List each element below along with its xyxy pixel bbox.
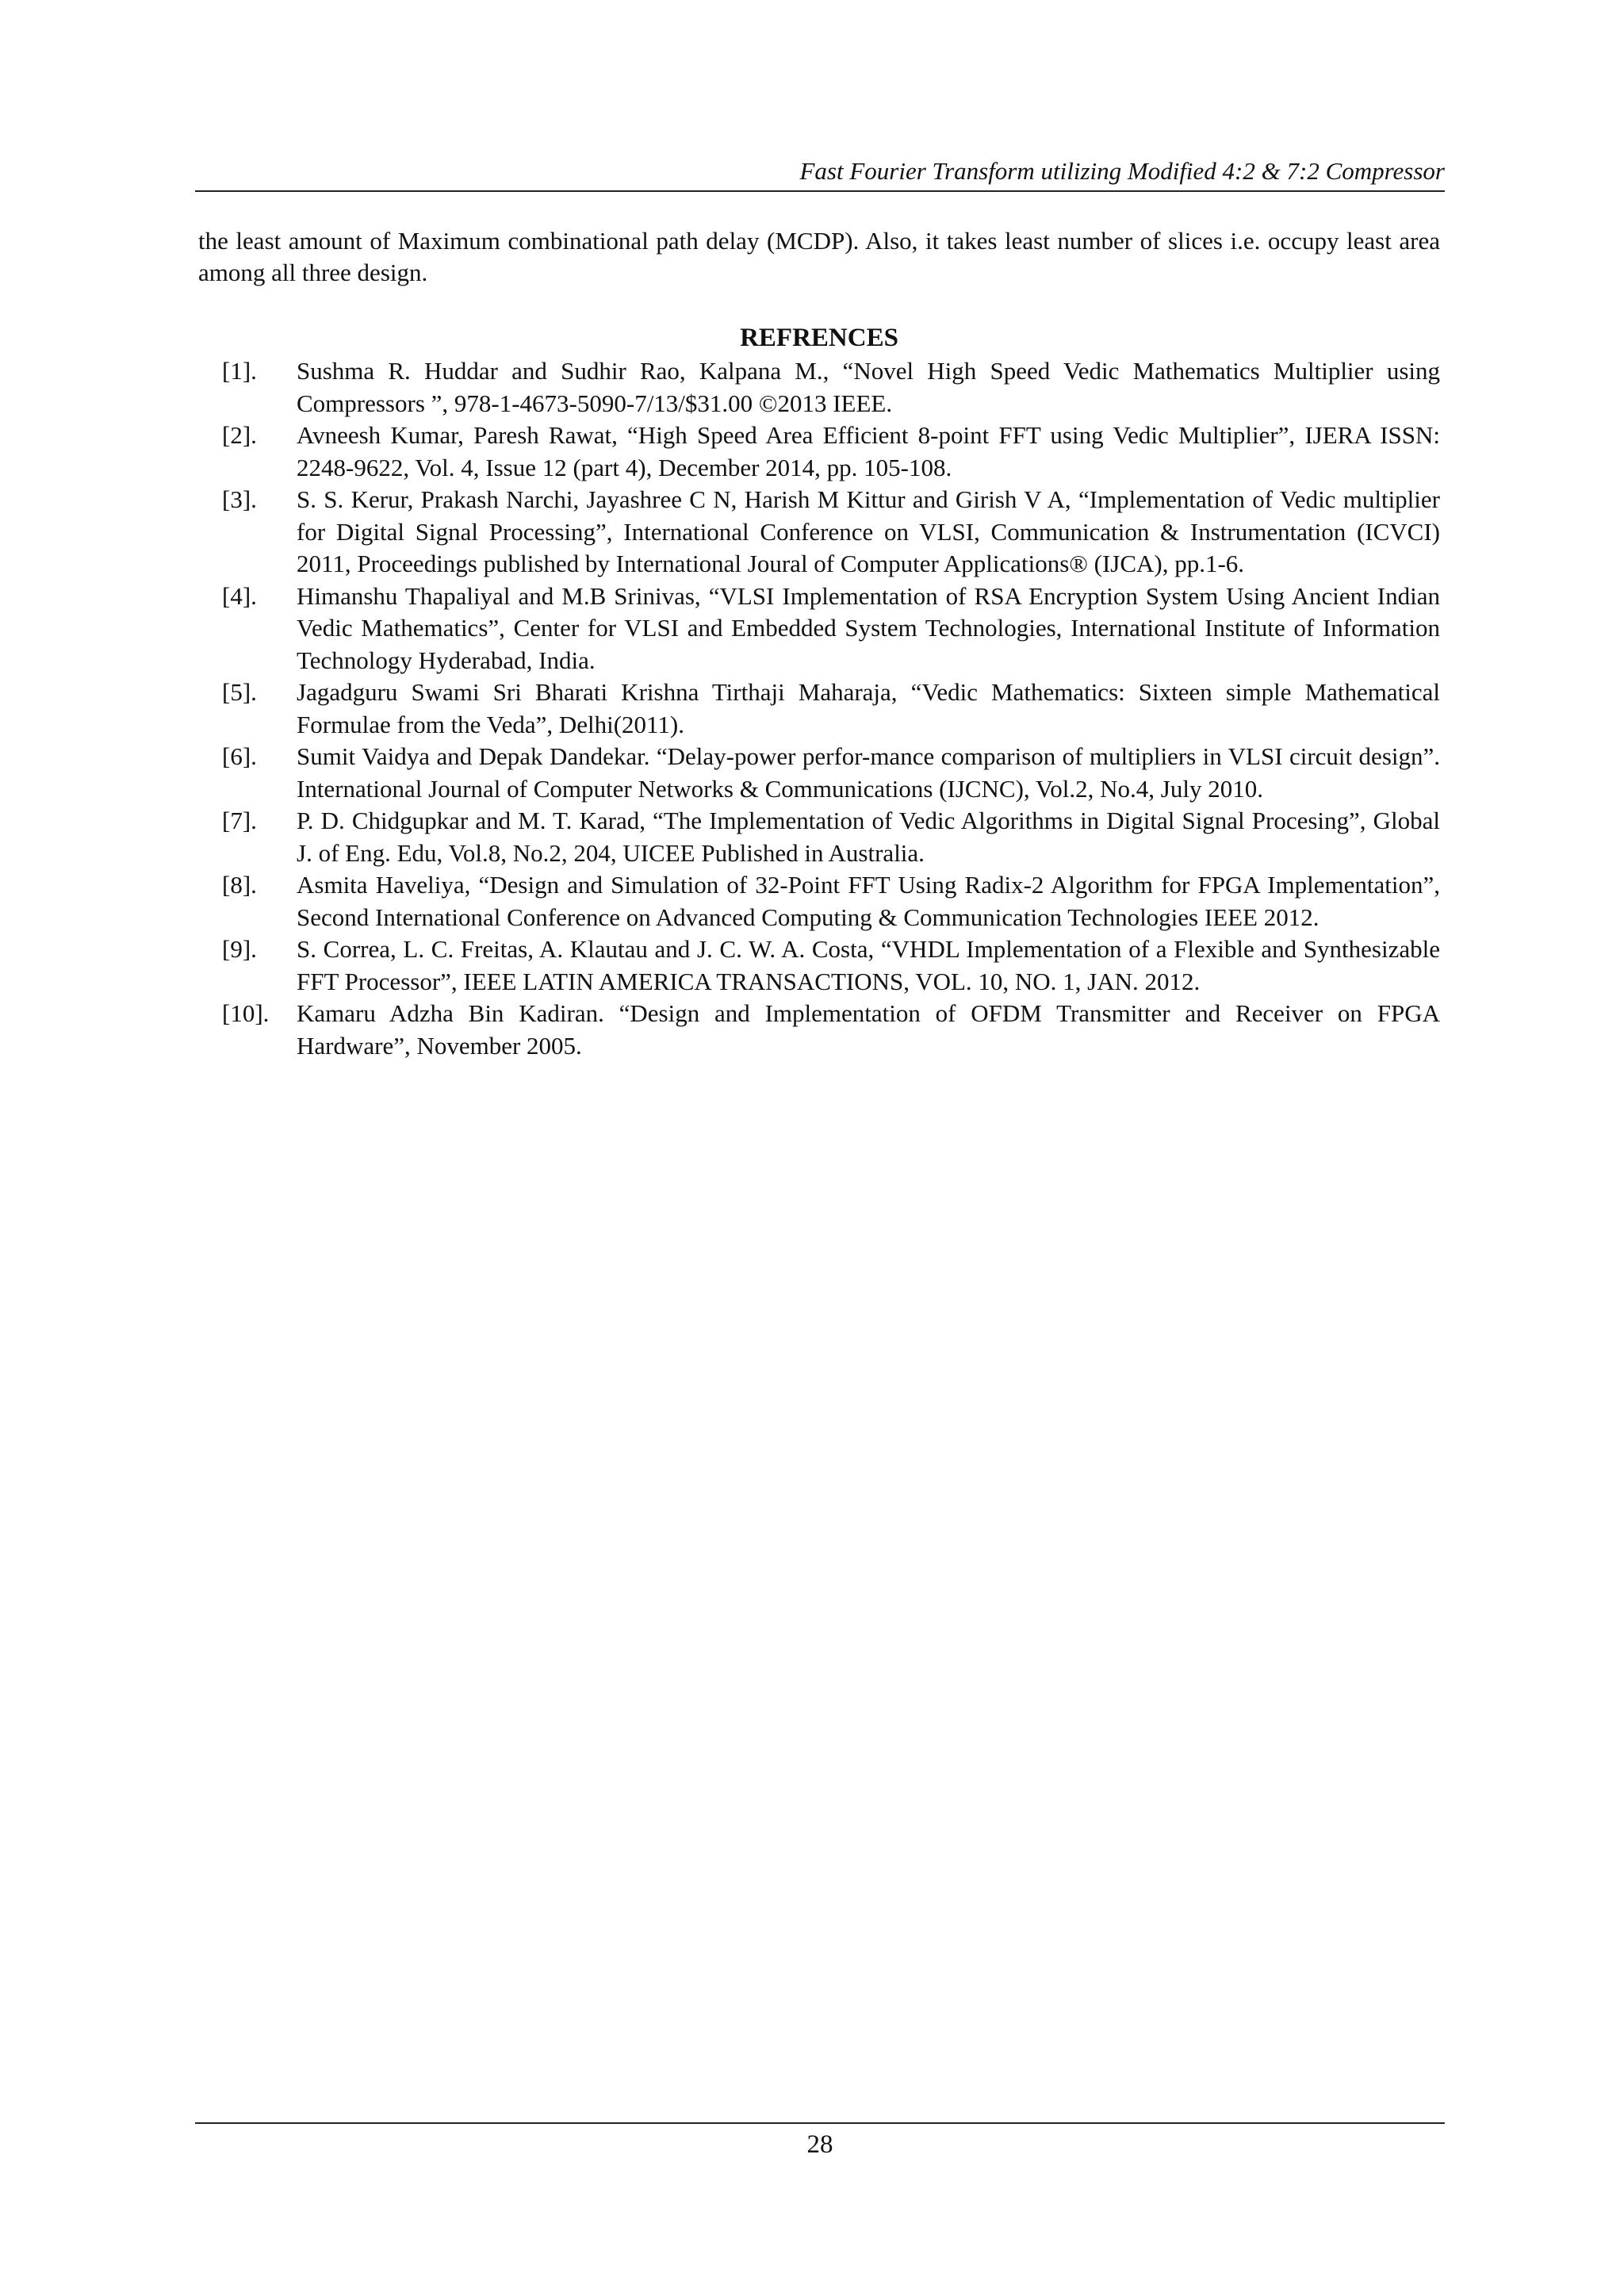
page-number: 28: [806, 2130, 833, 2159]
reference-item-4: [198, 581, 1440, 677]
reference-text: S. S. Kerur, Prakash Narchi, Jayashree C N, Harish M Kittur and Girish V A, “Implementation of Vedic multiplier for Digital Signal Processing”, International Conference on VLSI, Communication & Instrumentation (ICVCI) 2011, Proceedings published by International Joural of Computer Applications® (IJCA), pp.1-6.: [297, 485, 1440, 577]
reference-text: Avneesh Kumar, Paresh Rawat, “High Speed Area Efficient 8-point FFT using Vedic Multiplier”, IJERA ISSN: 2248-9622, Vol. 4, Issue 12 (part 4), December 2014, pp. 105-108.: [297, 421, 1440, 481]
reference-list: [198, 355, 1440, 1062]
reference-number: [3].: [222, 485, 257, 513]
reference-text: Asmita Haveliya, “Design and Simulation of 32-Point FFT Using Radix-2 Algorithm for FPGA Implementation”, Second International Conference on Advanced Computing & Communication Technologies IEEE 2012.: [297, 871, 1440, 931]
reference-item-9: [198, 933, 1440, 998]
reference-text: Kamaru Adzha Bin Kadiran. “Design and Implementation of OFDM Transmitter and Receiver on FPGA Hardware”, November 2005.: [297, 999, 1440, 1060]
reference-number: [2].: [222, 421, 257, 449]
reference-item-7: [198, 805, 1440, 869]
reference-text: Sushma R. Huddar and Sudhir Rao, Kalpana M., “Novel High Speed Vedic Mathematics Multiplier using Compressors ”, 978-1-4673-5090-7/13/$31.00 ©2013 IEEE.: [297, 357, 1440, 417]
reference-text: Himanshu Thapaliyal and M.B Srinivas, “VLSI Implementation of RSA Encryption System Using Ancient Indian Vedic Mathematics”, Center for VLSI and Embedded System Technologies, International Institute of Information Technology Hyderabad, India.: [297, 581, 1440, 674]
header-divider: [195, 190, 1445, 192]
reference-item-3: [198, 484, 1440, 581]
running-header-title: Fast Fourier Transform utilizing Modified 4:2 & 7:2 Compressor: [799, 157, 1445, 185]
reference-text: Sumit Vaidya and Depak Dandekar. “Delay-power perfor-mance comparison of multipliers in VLSI circuit design”. International Journal of Computer Networks & Communications (IJCNC), Vol.2, No.4, July 2010.: [297, 742, 1440, 803]
reference-number: [10].: [222, 999, 270, 1027]
reference-item-6: [198, 741, 1440, 805]
reference-item-2: [198, 420, 1440, 484]
reference-item-5: [198, 677, 1440, 741]
reference-number: [7].: [222, 807, 257, 834]
reference-text: P. D. Chidgupkar and M. T. Karad, “The Implementation of Vedic Algorithms in Digital Signal Procesing”, Global J. of Eng. Edu, Vol.8, No.2, 204, UICEE Published in Australia.: [297, 807, 1440, 867]
reference-text: Jagadguru Swami Sri Bharati Krishna Tirthaji Maharaja, “Vedic Mathematics: Sixteen simple Mathematical Formulae from the Veda”, Delhi(2011).: [297, 678, 1440, 738]
reference-number: [6].: [222, 742, 257, 770]
reference-item-8: [198, 869, 1440, 933]
reference-number: [4].: [222, 581, 257, 610]
reference-number: [1].: [222, 357, 257, 385]
references-heading: REFRENCES: [740, 324, 898, 352]
reference-item-1: [198, 355, 1440, 420]
reference-item-10: [198, 998, 1440, 1062]
reference-number: [5].: [222, 678, 257, 706]
conclusion-paragraph: the least amount of Maximum combinational path delay (MCDP). Also, it takes least number of slices i.e. occupy least area among all three design.: [198, 227, 1440, 286]
footer-divider: [195, 2122, 1445, 2124]
reference-text: S. Correa, L. C. Freitas, A. Klautau and J. C. W. A. Costa, “VHDL Implementation of a Flexible and Synthesizable FFT Processor”, IEEE LATIN AMERICA TRANSACTIONS, VOL. 10, NO. 1, JAN. 2012.: [297, 935, 1440, 995]
reference-number: [9].: [222, 935, 257, 963]
reference-number: [8].: [222, 871, 257, 899]
